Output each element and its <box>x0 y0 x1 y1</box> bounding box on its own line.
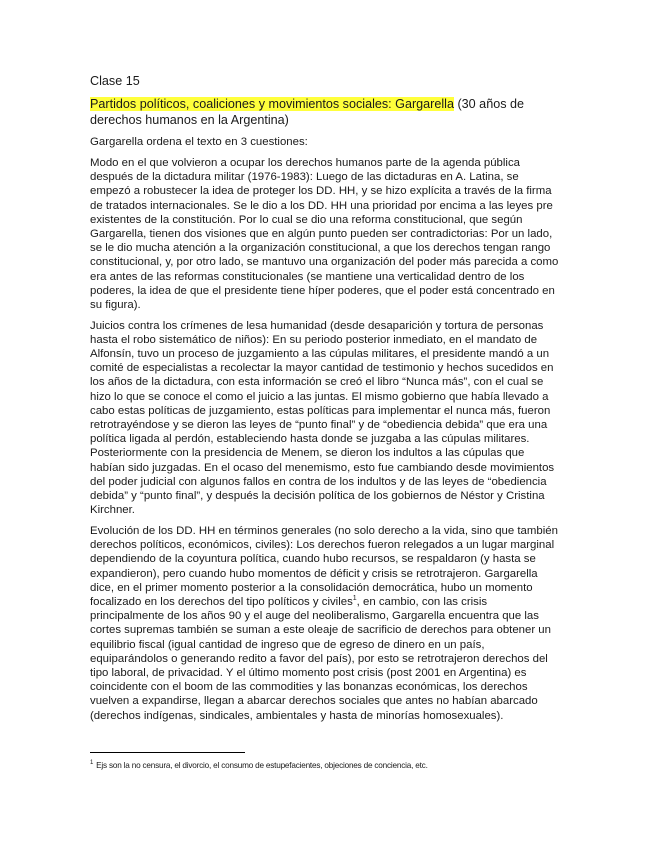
footnote-reference[interactable]: 1 <box>352 595 357 603</box>
footnote-separator <box>90 752 245 753</box>
document-title <box>90 96 560 128</box>
footnote <box>90 760 428 771</box>
intro-paragraph: Gargarella ordena el texto en 3 cuestiones: <box>90 136 308 149</box>
footnote-mark: 1 <box>90 760 94 767</box>
paragraph-3-part-1: Evolución de los DD. HH en términos generales (no solo derecho a la vida, sino que también derechos políticos, económicos, civiles): Los derechos fueron relegados a un lugar marginal dependiendo de la coyuntura política, cuando hubo recursos, se respaldaron (y hasta se expandieron), pero cuando hubo momentos de déficit y crisis se retrotrajeron. Gargarella dice, en el primer momento posterior a la consolidación democrática, hubo un momento focalizado en los derechos del tipo políticos y civiles <box>90 524 558 608</box>
paragraph-2: Juicios contra los crímenes de lesa humanidad (desde desaparición y tortura de personas hasta el robo sistemático de niños): En su periodo posterior inmediato, en el mandato de Alfonsín, tuvo un proceso de juzgamiento a las cúpulas militares, el presidente mandó a un comité de especialistas a recolectar la mayor cantidad de testimonio y hechos sucedidos en los años de la dictadura, con esta información se creó el libro “Nunca más”, con el cual se hizo lo que se conoce el como el juicio a las juntas. El mismo gobierno que había llevado a cabo estas políticas de juzgamiento, estas políticas para implementar el nunca más, fueron retrotrayéndose y se dieron las leyes de “punto final” y de “obediencia debida” que era una política ligada al perdón, estableciendo hasta donde se juzgaba a las cúpulas militares. Posteriormente con la presidencia de Menem, se dieron los indultos a las cúpulas que habían sido juzgadas. En el ocaso del menemismo, esto fue cambiando desde movimientos del poder judicial con algunos fallos en contra de los indultos y de las leyes de “obediencia debida” y “punto final”, y después la decisión política de los gobiernos de Néstor y Cristina Kirchner. <box>90 319 555 517</box>
footnote-text: Ejs son la no censura, el divorcio, el consumo de estupefacientes, objeciones de conciencia, etc. <box>96 761 428 770</box>
class-label: Clase 15 <box>90 74 140 88</box>
document-body <box>90 74 560 729</box>
paragraph-3 <box>90 524 560 723</box>
title-highlighted: Partidos políticos, coaliciones y movimientos sociales: Gargarella <box>90 97 454 112</box>
title-rest: (30 años de derechos humanos en la Argentina) <box>90 97 525 128</box>
paragraph-3-part-2: , en cambio, con las crisis principalmente de los años 90 y el auge del neoliberalismo, Gargarella encuentra que las cortes supremas también se suman a este oleaje de sacrificio de derechos para obtener un equilibrio fiscal (igual cantidad de ingreso que de egreso de dinero en un país, equiparándolos o generando redito a favor del país), por esto se retrotrajeron derechos del tipo laboral, de privacidad. Y el último momento post crisis (post 2001 en Argentina) es coincidente con el boom de las commodities y las bonanzas económicas, los derechos vuelven a expandirse, llegan a abarcar derechos sociales que antes no habían abarcado (derechos indígenas, sindicales, ambientales y hasta de minorías homosexuales). <box>90 596 551 722</box>
paragraph-1: Modo en el que volvieron a ocupar los derechos humanos parte de la agenda pública después de la dictadura militar (1976-1983): Luego de las dictaduras en A. Latina, se empezó a robustecer la idea de proteger los DD. HH, y se hizo explícita a través de la firma de tratados internacionales. Se le dio a los DD. HH una prioridad por encima a las leyes pre existentes de la constitución. Por lo cual se dio una reforma constitucional, que según Gargarella, tienen dos visiones que en algún punto pueden ser contradictorias: Por un lado, se le dio mucha atención a la organización constitucional, a que los derechos tengan rango constitucional, y, por otro lado, se mantuvo una organización del poder más parecida a como era antes de las reformas constitucionales (se mantiene una verticalidad dentro de los poderes, la idea de que el presidente tiene híper poderes, que el poder está concentrado en su figura). <box>90 156 559 311</box>
